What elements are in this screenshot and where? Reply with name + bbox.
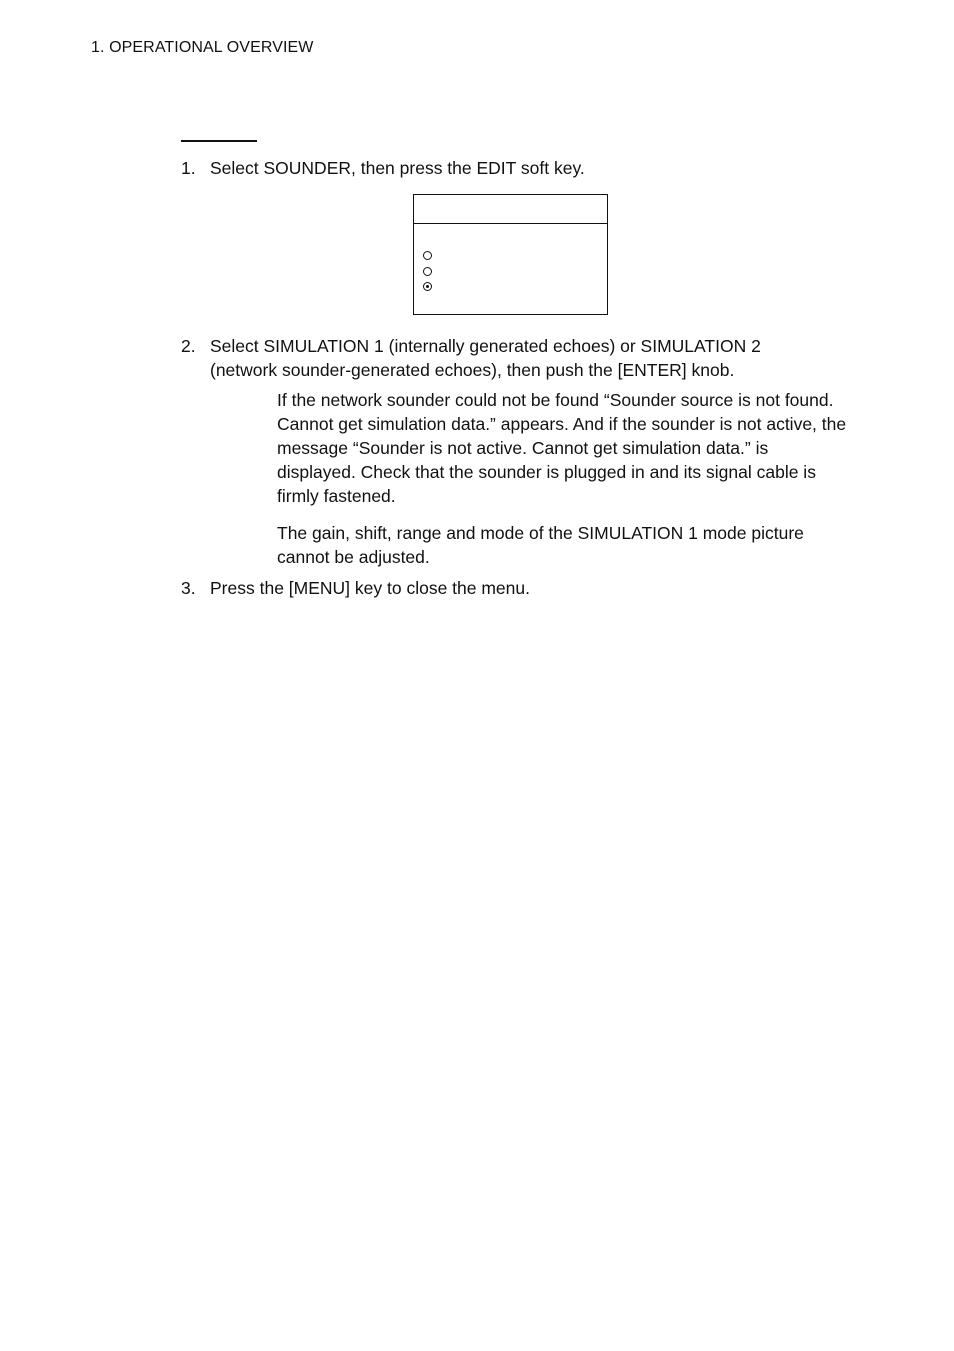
step-text: Select SOUNDER, then press the EDIT soft key.: [210, 158, 585, 178]
menu-title-divider: [414, 223, 607, 224]
note-network-sounder: If the network sounder could not be found “Sounder source is not found. Cannot get simulation data.” appears. And if the sounder is not active, the message “Sounder is not active. Cannot get simulation data.” is displayed. Check that the sounder is plugged in and its signal cable is firmly fastened.: [277, 390, 847, 506]
section-header: 1. OPERATIONAL OVERVIEW: [91, 39, 314, 56]
procedure-heading-rule: [181, 140, 257, 142]
sounder-menu-figure: [413, 194, 608, 315]
step-2: [181, 334, 821, 382]
step-text: Select SIMULATION 1 (internally generated echoes) or SIMULATION 2 (network sounder-generated echoes), then push the [ENTER] knob.: [210, 336, 761, 380]
step-number: 2.: [181, 336, 196, 356]
step-text: Press the [MENU] key to close the menu.: [210, 578, 530, 598]
radio-option-icon: [423, 267, 432, 276]
step-3: [181, 576, 821, 600]
note-simulation-1: The gain, shift, range and mode of the SIMULATION 1 mode picture cannot be adjusted.: [277, 523, 804, 567]
step-number: 3.: [181, 578, 196, 598]
radio-option-selected-icon: [423, 282, 432, 291]
step-1: [181, 156, 821, 180]
radio-selected-dot: [426, 285, 429, 288]
radio-option-icon: [423, 251, 432, 260]
step-number: 1.: [181, 158, 196, 178]
